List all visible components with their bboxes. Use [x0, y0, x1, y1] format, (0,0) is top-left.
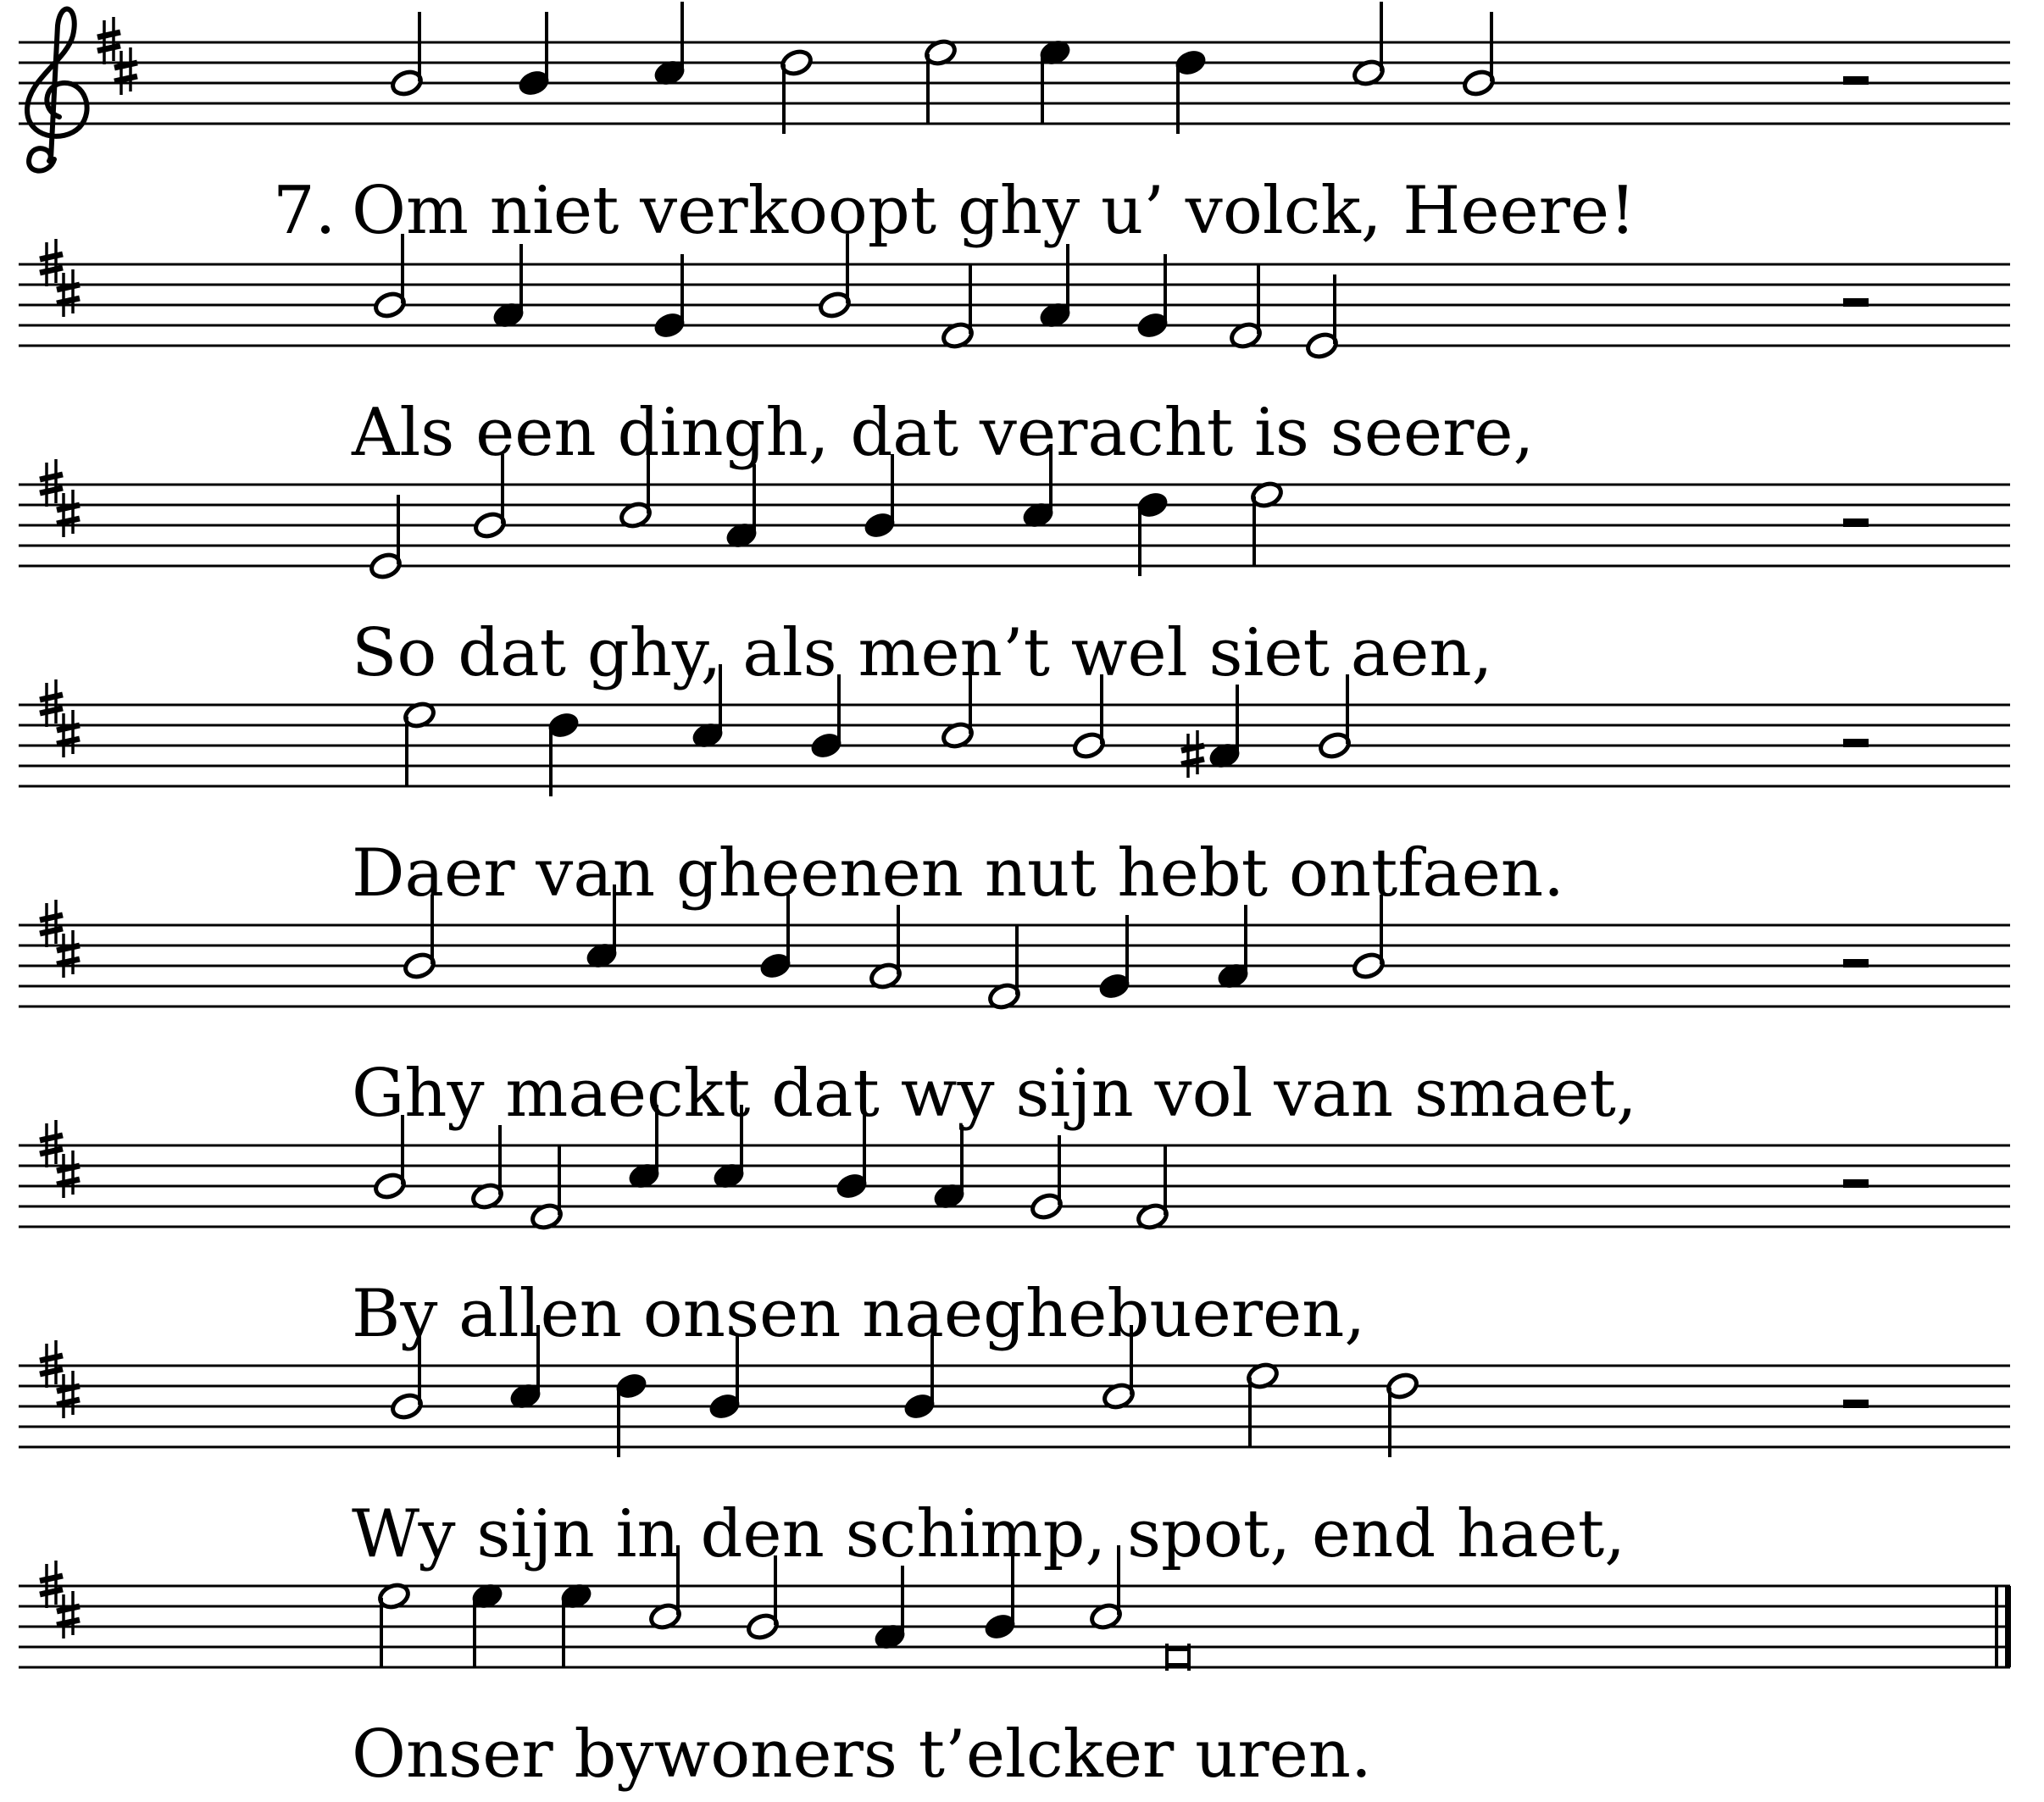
breve-head [1167, 1650, 1189, 1665]
note [1030, 1135, 1064, 1221]
key-sharp-c [57, 930, 80, 978]
note [547, 711, 581, 796]
key-sharp-c [57, 269, 80, 317]
note [530, 1145, 564, 1231]
lyric-line: By allen onsen naeghebueren, [352, 1276, 1366, 1352]
note [924, 38, 958, 124]
note [1181, 685, 1241, 778]
treble-clef [27, 9, 87, 171]
lyric-line: Om niet verkoopt ghy u’ volck, Heere! [352, 173, 1636, 249]
note [1136, 491, 1170, 576]
note [1136, 254, 1170, 340]
note [1352, 2, 1386, 87]
note [1038, 244, 1073, 330]
note [517, 12, 552, 97]
thick-barline [2005, 1586, 2011, 1667]
note [470, 1125, 505, 1211]
lyric-line: Onser bywoners t’elcker uren. [352, 1716, 1372, 1793]
key-sharp-f [40, 1561, 63, 1608]
key-sharp-c [57, 1371, 80, 1418]
note [987, 925, 1022, 1011]
key-sharp-c [57, 1151, 80, 1198]
note [559, 1582, 594, 1667]
key-sharp-f [40, 239, 63, 286]
staff-system [19, 1325, 2010, 1572]
note [369, 495, 403, 580]
key-sharp-f [97, 17, 120, 64]
note [725, 464, 759, 550]
key-sharp-f [40, 900, 63, 947]
note [390, 12, 425, 97]
note [1386, 1372, 1420, 1457]
lyric-line: Ghy maeckt dat wy sijn vol van smaet, [352, 1056, 1637, 1132]
half-rest [1843, 298, 1869, 307]
half-rest [1843, 1179, 1869, 1188]
lyric-line: Wy sijn in den schimp, spot, end haet, [352, 1496, 1625, 1572]
note [869, 905, 903, 990]
half-rest [1843, 959, 1869, 968]
staff-system [19, 234, 2010, 471]
key-sharp-f [40, 459, 63, 507]
half-rest [1843, 76, 1869, 85]
note [614, 1372, 649, 1457]
note [1246, 1361, 1280, 1447]
note [1216, 905, 1251, 990]
note [470, 1582, 505, 1667]
key-sharp-f [40, 679, 63, 727]
note [653, 2, 687, 87]
note [1462, 12, 1497, 97]
staff-system [19, 664, 2010, 912]
note [1229, 264, 1264, 350]
key-sharp-c [57, 710, 80, 757]
verse-number: 7. [273, 173, 336, 249]
note [1250, 480, 1285, 566]
note [941, 264, 975, 350]
staff-system [19, 2, 2010, 249]
note [653, 254, 687, 340]
half-rest [1843, 1400, 1869, 1408]
half-rest [1843, 739, 1869, 747]
note [492, 244, 526, 330]
lyric-line: Als een dingh, dat veracht is seere, [352, 395, 1535, 471]
key-sharp-c [114, 47, 137, 95]
staff-system [19, 1545, 2011, 1793]
note [1136, 1145, 1170, 1231]
note [932, 1125, 967, 1211]
lyric-line: So dat ghy, als men’t wel siet aen, [352, 615, 1493, 691]
accidental-sharp [1181, 730, 1204, 778]
note [1305, 274, 1340, 360]
note [377, 1582, 412, 1667]
half-rest [1843, 518, 1869, 527]
key-sharp-f [40, 1120, 63, 1167]
note [780, 48, 814, 134]
note [873, 1566, 908, 1651]
key-sharp-c [57, 1591, 80, 1638]
note [1174, 48, 1208, 134]
note [1038, 38, 1073, 124]
staff-system [19, 1105, 2010, 1352]
lyric-line: Daer van gheenen nut hebt ontfaen. [352, 835, 1564, 912]
staff-system [19, 444, 2010, 691]
note [1097, 915, 1132, 1001]
note [403, 701, 437, 786]
key-sharp-c [57, 490, 80, 537]
staff-system [19, 884, 2010, 1132]
key-sharp-f [40, 1340, 63, 1388]
